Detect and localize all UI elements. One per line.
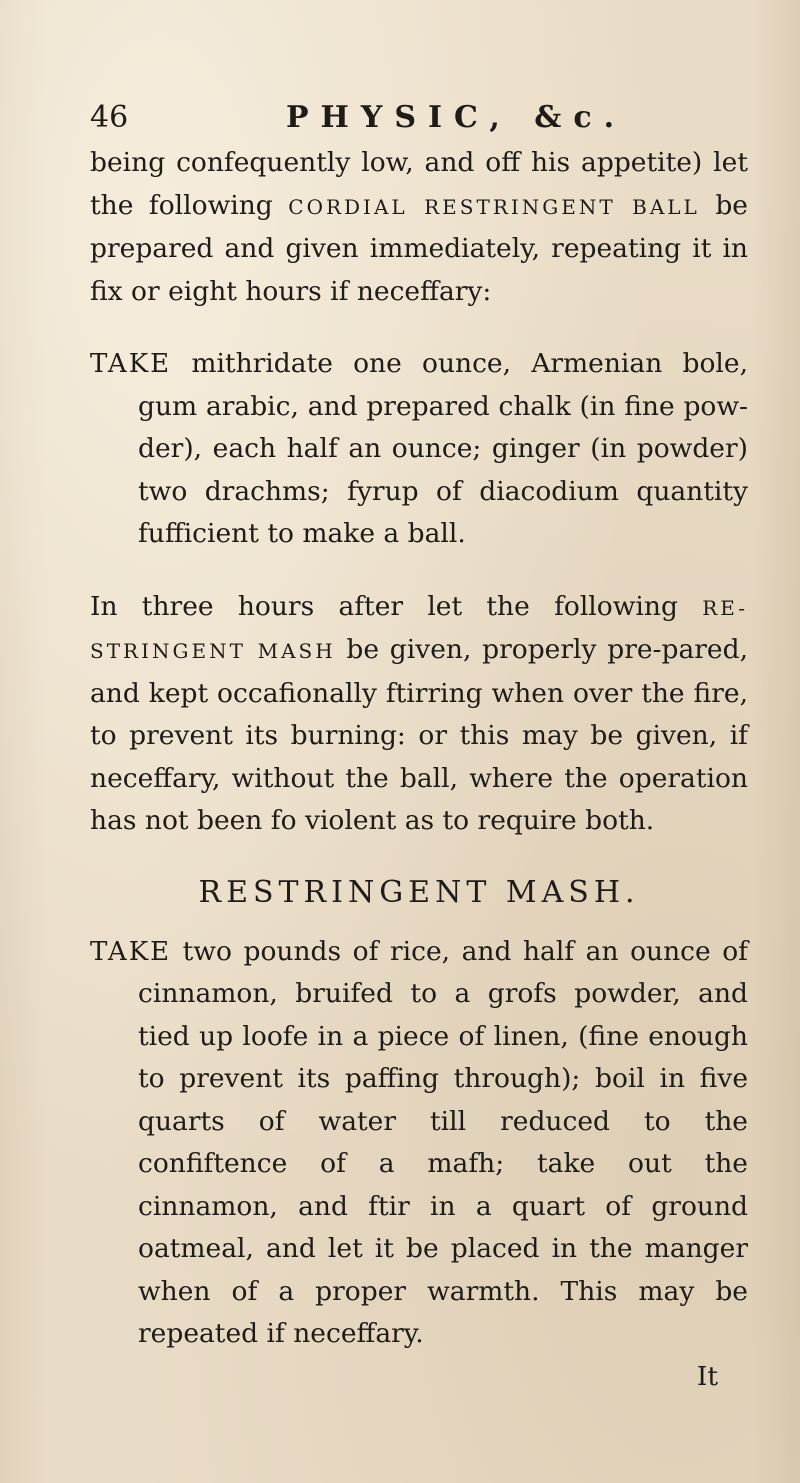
- paragraph-text: be given, properly pre-pared, and kept occafionally ftirring when over the fire, to prevent its burning: or this may be given, if neceffary, without the ball, where the operation has not been fo violent as to require both.: [90, 634, 748, 836]
- paragraph-text: In three hours after let the following: [90, 590, 703, 622]
- section-heading: RESTRINGENT MASH.: [198, 874, 640, 910]
- paragraph-gap: [90, 556, 748, 586]
- paragraph-gap: [90, 843, 748, 861]
- paragraph-gap: [90, 313, 748, 343]
- small-caps-term: CORDIAL RESTRINGENT BALL: [288, 194, 700, 219]
- paragraph-text: being confequently low, and off his appetite) let the following: [90, 147, 748, 221]
- paragraph-mash-recipe: [90, 931, 748, 1356]
- small-caps-term: RE-STRINGENT MASH: [90, 595, 748, 663]
- body-text: [90, 142, 748, 1398]
- paragraph-text: mithridate one ounce, Armenian bole, gum arabic, and prepared chalk (in fine pow-der), each half an ounce; ginger (in powder) two drachms; fyrup of diacodium quantity fufficient to make a ball.: [138, 348, 748, 549]
- page-number: 46: [90, 100, 129, 135]
- paragraph-text: two pounds of rice, and half an ounce of cinnamon, bruifed to a grofs powder, and tied up loofe in a piece of linen, (fine enough to prevent its paffing through); boil in five quarts of water till reduced to the confiftence of a mafh; take out the cinnamon, and ftir in a quart of ground oatmeal, and let it be placed in the manger when of a proper warmth. This may be repeated if neceffary.: [138, 935, 748, 1349]
- recipe-lead-word: TAKE: [90, 349, 172, 379]
- paragraph-mash-intro: [90, 586, 748, 843]
- paragraph-cordial-ball-intro: [90, 142, 748, 313]
- paragraph-ball-recipe: [90, 343, 748, 556]
- page-header: [90, 96, 730, 140]
- running-head: PHYSIC, &c.: [286, 100, 627, 135]
- paragraph-text: be prepared and given immediately, repeating it in fix or eight hours if neceffary:: [90, 189, 748, 307]
- catchword: It: [696, 1360, 718, 1392]
- recipe-lead-word: TAKE: [90, 936, 172, 967]
